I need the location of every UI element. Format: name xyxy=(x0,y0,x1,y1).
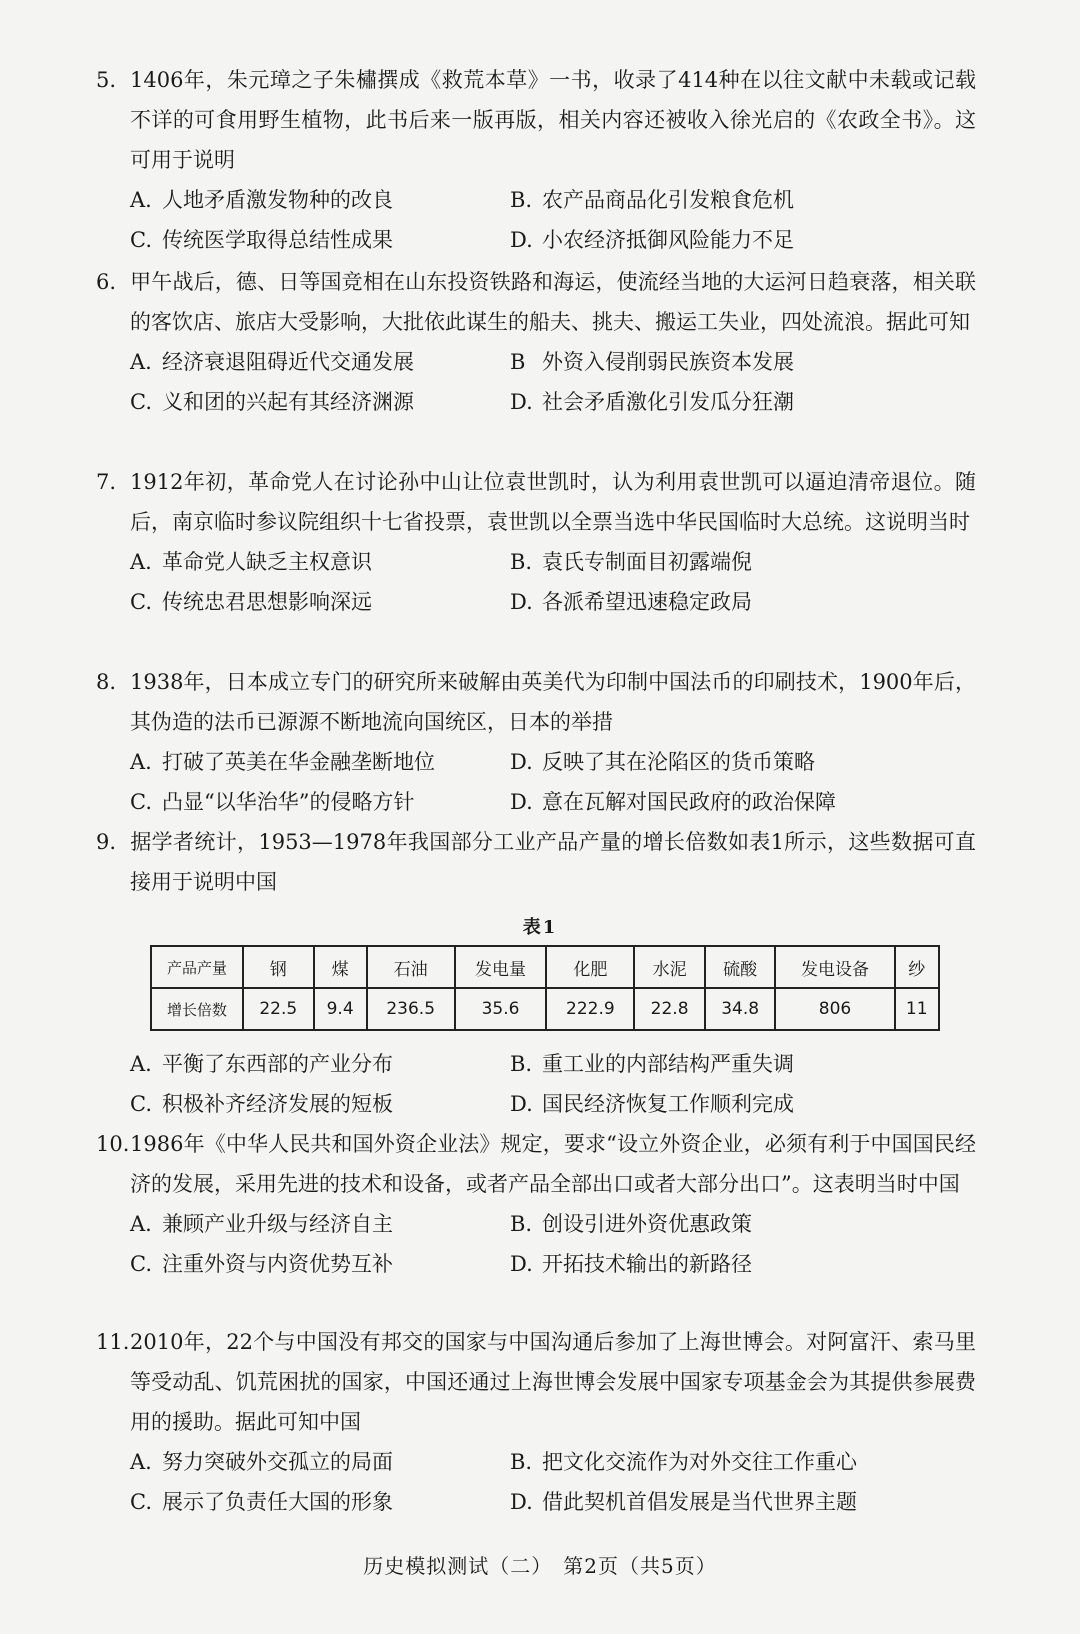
option-label: D. xyxy=(510,1490,533,1514)
option-label: C. xyxy=(130,1490,152,1514)
option-label: D. xyxy=(510,1092,533,1116)
option-label: A. xyxy=(130,188,152,212)
options xyxy=(96,342,976,422)
question-number: 5. xyxy=(96,68,117,92)
table-row xyxy=(151,988,939,1030)
table-row-label: 增长倍数 xyxy=(151,988,243,1030)
option-b xyxy=(510,342,980,382)
option-a xyxy=(130,742,510,782)
option-text: 人地矛盾激发物种的改良 xyxy=(162,188,393,212)
question-number: 11. xyxy=(96,1330,130,1354)
option-label: B. xyxy=(510,1450,533,1474)
option-label: D. xyxy=(510,1252,533,1276)
table-cell: 222.9 xyxy=(546,988,634,1030)
table-cell: 22.5 xyxy=(243,988,314,1030)
table-cell: 煤 xyxy=(314,946,367,988)
table-cell: 22.8 xyxy=(634,988,705,1030)
question-text: 1406年，朱元璋之子朱橚撰成《救荒本草》一书，收录了414种在以往文献中未载或记载不详的可食用野生植物，此书后来一版再版，相关内容还被收入徐光启的《农政全书》。这可用于说明 xyxy=(130,68,976,172)
option-a xyxy=(130,1204,510,1244)
question-9 xyxy=(96,822,976,902)
option-b xyxy=(510,1044,980,1084)
question-stem xyxy=(96,60,976,180)
option-text: 展示了负责任大国的形象 xyxy=(162,1490,393,1514)
option-label: B xyxy=(510,350,526,374)
option-a xyxy=(130,342,510,382)
option-label: D. xyxy=(510,590,533,614)
table-row-label: 产品产量 xyxy=(151,946,243,988)
question-text: 甲午战后，德、日等国竞相在山东投资铁路和海运，使流经当地的大运河日趋衰落，相关联的客饮店、旅店大受影响，大批依此谋生的船夫、挑夫、搬运工失业，四处流浪。据此可知 xyxy=(130,270,976,334)
question-number: 9. xyxy=(96,830,117,854)
option-label: C. xyxy=(130,1252,152,1276)
option-c xyxy=(130,220,510,260)
option-d xyxy=(510,1482,980,1522)
option-text: 意在瓦解对国民政府的政治保障 xyxy=(542,790,836,814)
table-header-row xyxy=(151,946,939,988)
question-text: 1912年初，革命党人在讨论孙中山让位袁世凯时，认为利用袁世凯可以逼迫清帝退位。随后，南京临时参议院组织十七省投票，袁世凯以全票当选中华民国临时大总统。这说明当时 xyxy=(130,470,976,534)
options xyxy=(96,180,976,260)
question-text: 据学者统计，1953—1978年我国部分工业产品产量的增长倍数如表1所示，这些数据可直接用于说明中国 xyxy=(130,830,976,894)
option-b xyxy=(510,542,980,582)
option-text: 凸显“以华治华”的侵略方针 xyxy=(162,790,415,814)
question-stem xyxy=(96,1124,976,1204)
option-label: D. xyxy=(510,790,533,814)
option-label: D. xyxy=(510,390,533,414)
option-label: D. xyxy=(510,750,533,774)
option-a xyxy=(130,180,510,220)
table-cell: 806 xyxy=(775,988,894,1030)
options xyxy=(96,1204,976,1284)
question-text: 1938年，日本成立专门的研究所来破解由英美代为印制中国法币的印刷技术，1900年后，其伪造的法币已源源不断地流向国统区，日本的举措 xyxy=(130,670,976,734)
option-d xyxy=(510,782,980,822)
table-cell: 水泥 xyxy=(634,946,705,988)
option-label: A. xyxy=(130,1212,152,1236)
question-number: 7. xyxy=(96,470,117,494)
option-c xyxy=(130,1084,510,1124)
question-number: 10. xyxy=(96,1132,130,1156)
table-cell: 9.4 xyxy=(314,988,367,1030)
question-11 xyxy=(96,1322,976,1522)
option-text: 各派希望迅速稳定政局 xyxy=(542,590,752,614)
option-text: 袁氏专制面目初露端倪 xyxy=(542,550,752,574)
option-text: 创设引进外资优惠政策 xyxy=(542,1212,752,1236)
option-b xyxy=(510,1204,980,1244)
option-text: 国民经济恢复工作顺利完成 xyxy=(542,1092,794,1116)
question-number: 8. xyxy=(96,670,117,694)
option-d xyxy=(510,1244,980,1284)
option-label: A. xyxy=(130,1450,152,1474)
table-cell: 236.5 xyxy=(367,988,455,1030)
options xyxy=(96,742,976,822)
table-title: 表1 xyxy=(522,917,558,938)
option-label: A. xyxy=(130,350,152,374)
table-cell: 化肥 xyxy=(546,946,634,988)
question-stem xyxy=(96,262,976,342)
question-6 xyxy=(96,262,976,422)
option-label: C. xyxy=(130,228,152,252)
option-b xyxy=(510,180,980,220)
option-a xyxy=(130,1442,510,1482)
option-label: C. xyxy=(130,1092,152,1116)
page-footer: 历史模拟测试（二） 第2页（共5页） xyxy=(363,1554,717,1578)
option-c xyxy=(130,1482,510,1522)
option-text: 平衡了东西部的产业分布 xyxy=(162,1052,393,1076)
table-cell: 34.8 xyxy=(705,988,776,1030)
options xyxy=(96,1044,976,1124)
option-label: B. xyxy=(510,1052,533,1076)
option-text: 传统忠君思想影响深远 xyxy=(162,590,372,614)
option-label: C. xyxy=(130,390,152,414)
option-c xyxy=(130,582,510,622)
table-cell: 钢 xyxy=(243,946,314,988)
table-cell: 纱 xyxy=(895,946,940,988)
question-stem xyxy=(96,462,976,542)
option-text: 打破了英美在华金融垄断地位 xyxy=(162,750,435,774)
option-d xyxy=(510,382,980,422)
options xyxy=(96,542,976,622)
option-d xyxy=(510,220,980,260)
option-a xyxy=(130,1044,510,1084)
question-8 xyxy=(96,662,976,822)
question-stem xyxy=(96,822,976,902)
option-text: 重工业的内部结构严重失调 xyxy=(542,1052,794,1076)
question-10 xyxy=(96,1124,976,1284)
option-text: 注重外资与内资优势互补 xyxy=(162,1252,393,1276)
option-text: 经济衰退阻碍近代交通发展 xyxy=(162,350,414,374)
question-5 xyxy=(96,60,976,260)
option-text: 反映了其在沦陷区的货币策略 xyxy=(542,750,815,774)
table-cell: 石油 xyxy=(367,946,455,988)
option-text: 积极补齐经济发展的短板 xyxy=(162,1092,393,1116)
option-text: 兼顾产业升级与经济自主 xyxy=(162,1212,393,1236)
table-cell: 发电设备 xyxy=(775,946,894,988)
option-label: D. xyxy=(510,228,533,252)
option-b xyxy=(510,742,980,782)
question-7 xyxy=(96,462,976,622)
option-b xyxy=(510,1442,980,1482)
option-label: A. xyxy=(130,750,152,774)
option-d xyxy=(510,1084,980,1124)
option-text: 农产品商品化引发粮食危机 xyxy=(542,188,794,212)
option-c xyxy=(130,782,510,822)
option-label: B. xyxy=(510,550,533,574)
option-label: A. xyxy=(130,550,152,574)
option-text: 革命党人缺乏主权意识 xyxy=(162,550,372,574)
option-label: C. xyxy=(130,590,152,614)
option-c xyxy=(130,382,510,422)
option-text: 借此契机首倡发展是当代世界主题 xyxy=(542,1490,857,1514)
option-text: 努力突破外交孤立的局面 xyxy=(162,1450,393,1474)
options xyxy=(96,1442,976,1522)
option-c xyxy=(130,1244,510,1284)
option-label: B. xyxy=(510,188,533,212)
option-text: 小农经济抵御风险能力不足 xyxy=(542,228,794,252)
option-label: C. xyxy=(130,790,152,814)
question-stem xyxy=(96,662,976,742)
option-text: 义和团的兴起有其经济渊源 xyxy=(162,390,414,414)
option-text: 外资入侵削弱民族资本发展 xyxy=(542,350,794,374)
option-text: 开拓技术输出的新路径 xyxy=(542,1252,752,1276)
question-text: 1986年《中华人民共和国外资企业法》规定，要求“设立外资企业，必须有利于中国国民经济的发展，采用先进的技术和设备，或者产品全部出口或者大部分出口”。这表明当时中国 xyxy=(130,1132,976,1196)
data-table xyxy=(150,945,940,1031)
question-text: 2010年，22个与中国没有邦交的国家与中国沟通后参加了上海世博会。对阿富汗、索马里等受动乱、饥荒困扰的国家，中国还通过上海世博会发展中国家专项基金会为其提供参展费用的援助。据此可知中国 xyxy=(130,1330,976,1434)
table-cell: 发电量 xyxy=(455,946,547,988)
option-text: 社会矛盾激化引发瓜分狂潮 xyxy=(542,390,794,414)
table-cell: 硫酸 xyxy=(705,946,776,988)
option-text: 传统医学取得总结性成果 xyxy=(162,228,393,252)
table-cell: 35.6 xyxy=(455,988,547,1030)
option-text: 把文化交流作为对外交往工作重心 xyxy=(542,1450,857,1474)
question-9-options xyxy=(96,1044,976,1124)
option-a xyxy=(130,542,510,582)
question-number: 6. xyxy=(96,270,117,294)
table-cell: 11 xyxy=(895,988,940,1030)
option-d xyxy=(510,582,980,622)
question-stem xyxy=(96,1322,976,1442)
option-label: A. xyxy=(130,1052,152,1076)
option-label: B. xyxy=(510,1212,533,1236)
